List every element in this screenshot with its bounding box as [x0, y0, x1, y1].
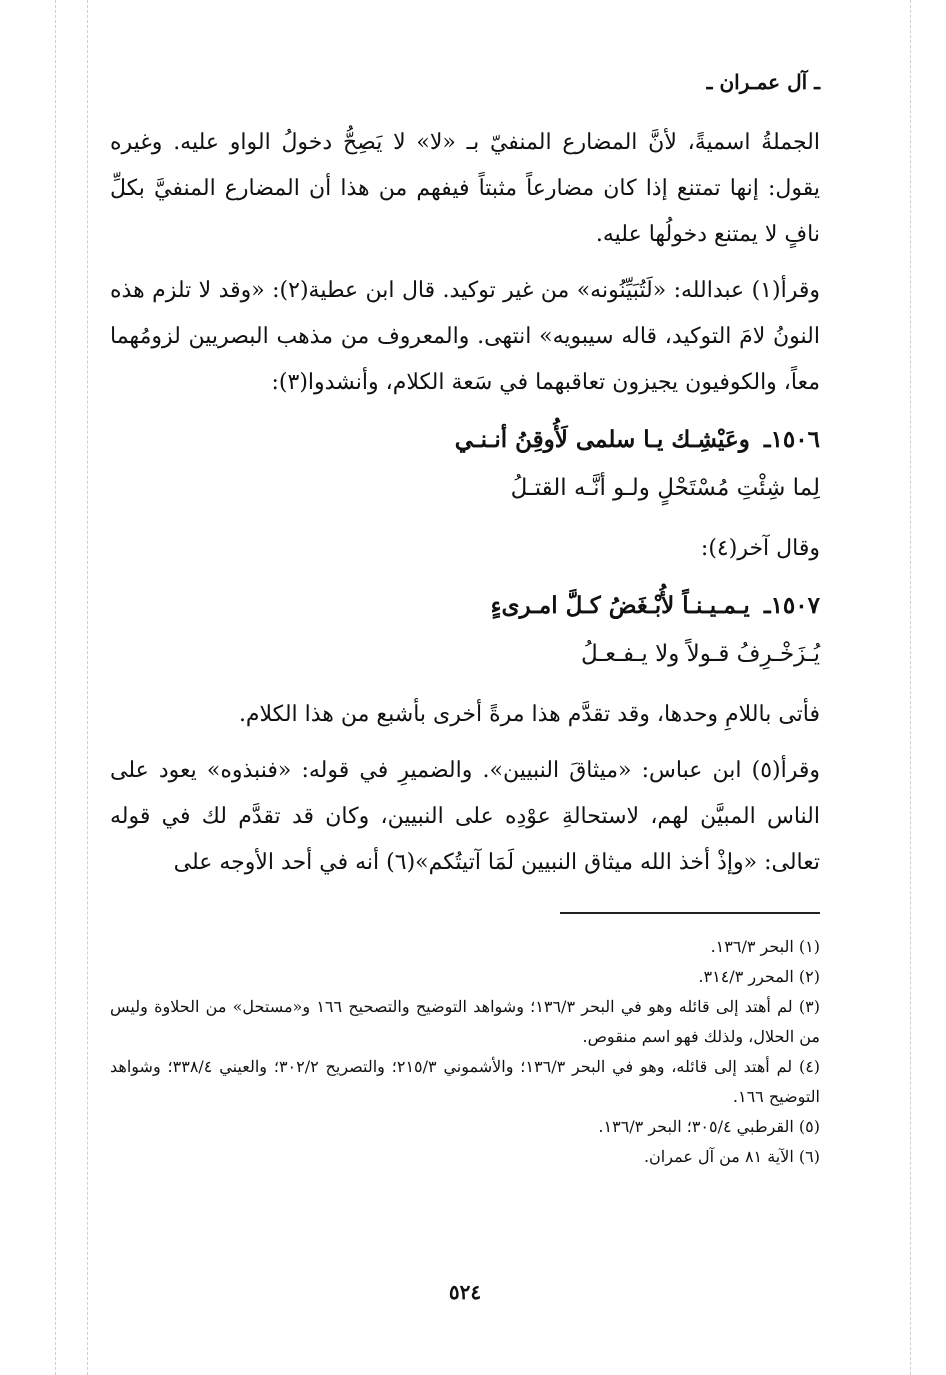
paragraph-3: وقال آخر(٤):: [700, 536, 820, 561]
verse-number: ١٥٠٦ـ: [763, 426, 820, 453]
paragraph-5: وقرأ(٥) ابن عباس: «ميثاقَ النبيين». والضميرِ في قوله: «فنبذوه» يعود على الناس المبيَّن لهم، لاستحالةِ عوْدِه على النبيين، وكان قد تقدَّم لك في قوله تعالى: «وإذْ أخذ الله ميثاق النبيين لَمَا آتيتُكم»(٦) أنه في أحد الأوجه على: [110, 758, 820, 875]
footnote-3: (٣) لم أهتد إلى قائله وهو في البحر ١٣٦/٣؛ وشواهد التوضيح والتصحيح ١٦٦ و«مستحل» من الحلاوة وليس من الحلال، ولذلك فهو اسم منقوص.: [110, 997, 820, 1046]
verse-line-1: يـمـيـنـاً لأُبْـغَضُ كـلَّ امـرىءٍ: [490, 592, 750, 619]
running-header: ـ آل عمـران ـ: [706, 70, 820, 94]
verse-number: ١٥٠٧ـ: [763, 592, 820, 619]
verse-1507: [110, 582, 820, 678]
scan-margin-left-2: [87, 0, 88, 1375]
scan-margin-left: [55, 0, 56, 1375]
scan-margin-right: [910, 0, 911, 1375]
paragraph-4: فأتى باللامِ وحدها، وقد تقدَّم هذا مرةً أخرى بأشبع من هذا الكلام.: [238, 702, 820, 727]
paragraph-1: الجملةُ اسميةً، لأنَّ المضارع المنفيّ بـ «لا» لا يَصِحُّ دخولُ الواو عليه. وغيره يقول: إنها تمتنع إذا كان مضارعاً مثبتاً فيفهم من هذا أن المضارع المنفيَّ بكلِّ نافٍ لا يمتنع دخولُها عليه.: [110, 130, 820, 247]
footnote-1: (١) البحر ١٣٦/٣.: [710, 937, 820, 956]
footnotes: [110, 932, 820, 1172]
verse-first-hemistich: [110, 582, 820, 630]
verse-first-hemistich: [110, 416, 820, 464]
footnote-6: (٦) الآية ٨١ من آل عمران.: [643, 1147, 820, 1166]
footnote-5: (٥) القرطبي ٣٠٥/٤؛ البحر ١٣٦/٣.: [598, 1117, 820, 1136]
footnote-2: (٢) المحرر ٣١٤/٣.: [698, 967, 820, 986]
verse-1506: [110, 416, 820, 512]
document-page: [110, 70, 820, 1350]
page-number: ٥٢٤: [448, 1280, 482, 1304]
verse-second-hemistich: لِما شِئْتِ مُسْتَحْلٍ ولـو أنَّـه القتـلُ: [510, 475, 820, 501]
verse-second-hemistich: يُـزَخْـرِفُ قـولاً ولا يـفـعـلُ: [581, 641, 820, 667]
paragraph-2: وقرأ(١) عبدالله: «لَتُبَيِّنُونه» من غير توكيد. قال ابن عطية(٢): «وقد لا تلزم هذه النونُ لامَ التوكيد، قاله سيبويه» انتهى. والمعروف من مذهب البصريين لزومُهما معاً، والكوفيون يجيزون تعاقبهما في سَعة الكلام، وأنشدوا(٣):: [110, 278, 820, 395]
footnote-divider: [560, 912, 820, 914]
footnote-4: (٤) لم أهتد إلى قائله، وهو في البحر ١٣٦/٣؛ والأشموني ٢١٥/٣؛ والتصريح ٣٠٢/٢؛ والعيني ٣٣٨/٤؛ وشواهد التوضيح ١٦٦.: [110, 1057, 821, 1106]
verse-line-1: وعَيْشِـك يـا سلمى لَأُوقِنُ أنـنـي: [454, 426, 750, 453]
